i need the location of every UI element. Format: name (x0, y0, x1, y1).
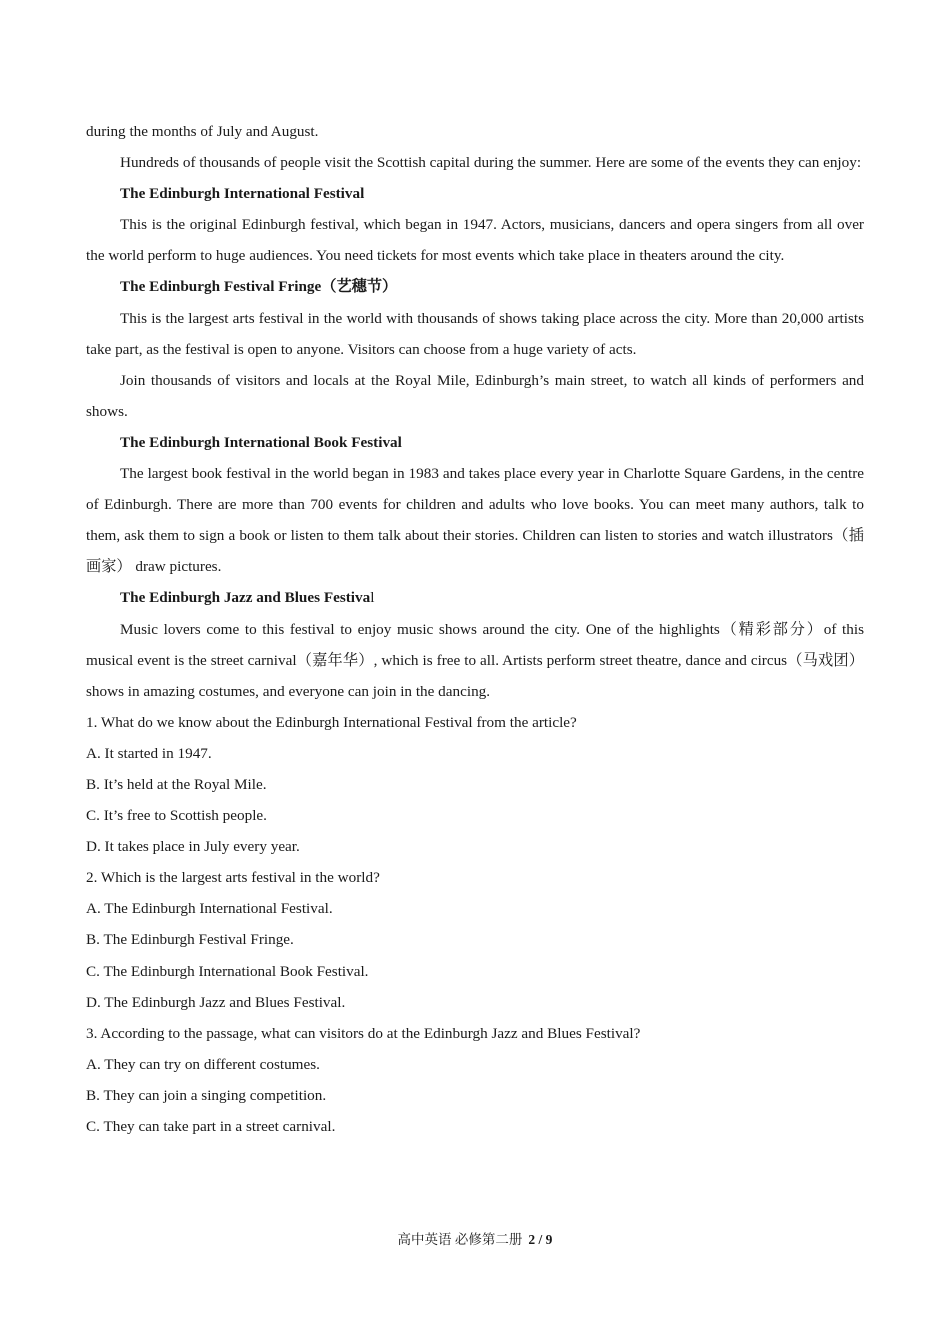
section-paragraph: Join thousands of visitors and locals at the Royal Mile, Edinburgh’s main street, to watch all kinds of performers and shows. (86, 371, 864, 420)
section-heading (86, 582, 864, 613)
heading-tail-part: l (370, 589, 375, 607)
footer-course: 高中英语 必修第二册 (397, 1232, 523, 1247)
question-option[interactable]: D. It takes place in July every year. (86, 838, 300, 856)
section-paragraph: This is the largest arts festival in the world with thousands of shows taking place across the city. More than 20,000 artists take part, as the festival is open to anyone. Visitors can choose from a huge variety of acts. (86, 309, 864, 358)
heading-bold-part: The Edinburgh Jazz and Blues Festiva (120, 589, 371, 607)
section-heading: The Edinburgh Festival Fringe（艺穗节） (120, 278, 398, 296)
intro-paragraph: Hundreds of thousands of people visit the Scottish capital during the summer. Here are some of the events they can enjoy: (120, 154, 862, 172)
question-option[interactable]: C. The Edinburgh International Book Festival. (86, 962, 369, 980)
page-number: 2 / 9 (528, 1232, 553, 1247)
question-stem: 2. Which is the largest arts festival in the world? (86, 869, 380, 887)
question-option[interactable]: A. It started in 1947. (86, 744, 212, 762)
section-heading: The Edinburgh International Festival (120, 185, 365, 203)
question-option[interactable]: B. It’s held at the Royal Mile. (86, 775, 267, 793)
question-option[interactable]: D. The Edinburgh Jazz and Blues Festival. (86, 993, 346, 1011)
question-option[interactable]: C. It’s free to Scottish people. (86, 807, 267, 825)
section-paragraph: Music lovers come to this festival to enjoy music shows around the city. One of the highlights（精彩部分）of this musical event is the street carnival（嘉年华）, which is free to all. Artists perform street theatre, dance and circus（马戏团） shows in amazing costumes, and everyone can join in the dancing. (86, 620, 864, 700)
question-option[interactable]: A. The Edinburgh International Festival. (86, 900, 333, 918)
document-page (86, 116, 864, 1142)
page-footer (0, 1228, 950, 1252)
section-heading: The Edinburgh International Book Festival (120, 433, 402, 451)
question-option[interactable]: C. They can take part in a street carnival. (86, 1118, 336, 1135)
question-stem: 1. What do we know about the Edinburgh International Festival from the article? (86, 713, 577, 731)
question-option[interactable]: A. They can try on different costumes. (86, 1055, 320, 1073)
intro-tail: during the months of July and August. (86, 123, 319, 140)
section-paragraph: The largest book festival in the world began in 1983 and takes place every year in Charlotte Square Gardens, in the centre of Edinburgh. There are more than 700 events for children and adults who love books. You can meet many authors, talk to them, ask them to sign a book or listen to them talk about their stories. Children can listen to stories and watch illustrators（插画家） draw pictures. (86, 465, 864, 576)
section-paragraph: This is the original Edinburgh festival, which began in 1947. Actors, musicians, dancers and opera singers from all over the world perform to huge audiences. You need tickets for most events which take place in theaters around the city. (86, 216, 864, 265)
question-stem: 3. According to the passage, what can visitors do at the Edinburgh Jazz and Blues Festival? (86, 1024, 641, 1042)
question-option[interactable]: B. The Edinburgh Festival Fringe. (86, 931, 294, 949)
question-option[interactable]: B. They can join a singing competition. (86, 1086, 327, 1104)
